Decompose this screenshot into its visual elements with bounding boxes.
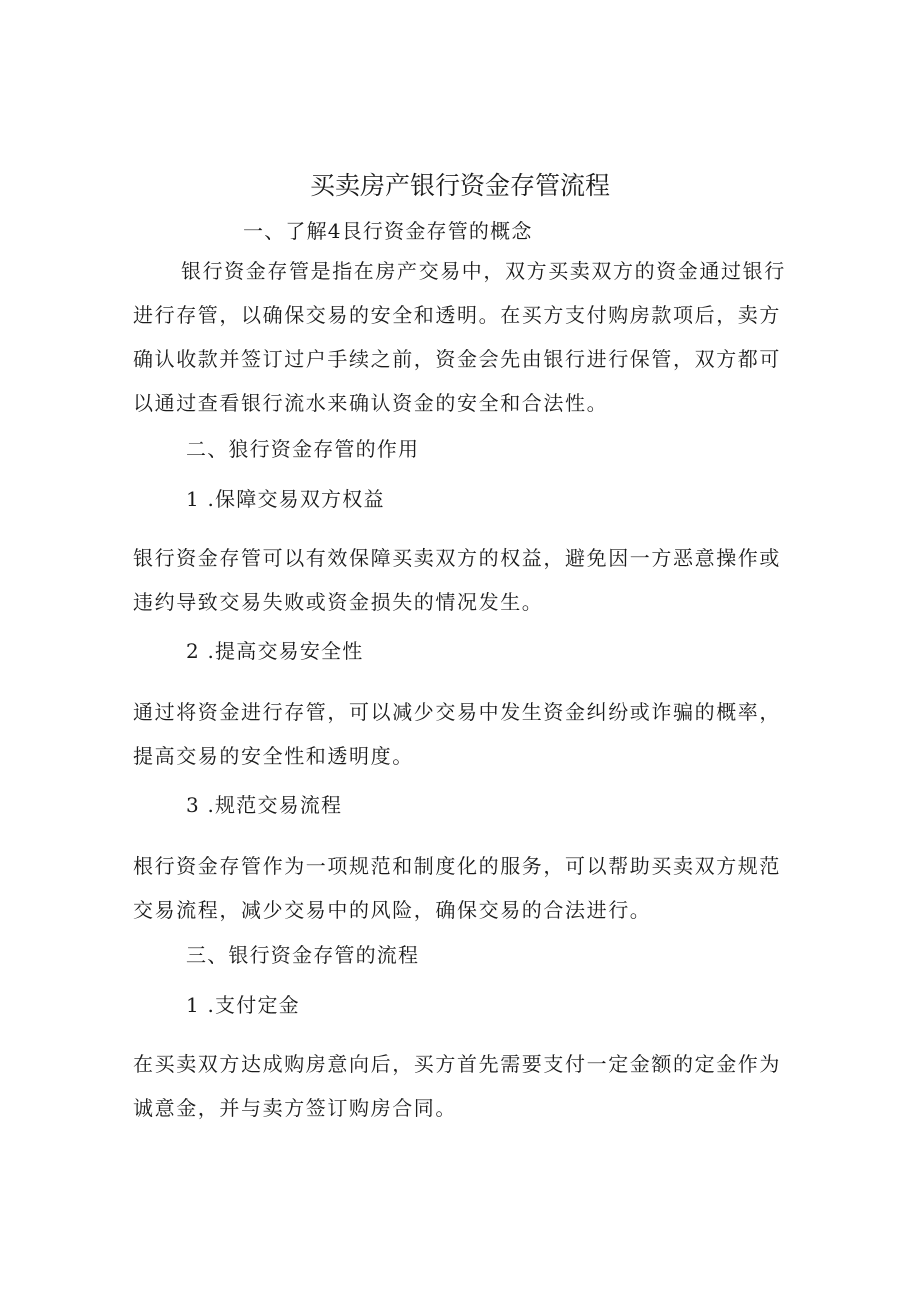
item-3-heading: 3 .规范交易流程 — [186, 793, 343, 817]
item-1-heading: 1 .保障交易双方权益 — [186, 487, 385, 511]
item-2-paragraph: 通过将资金进行存管，可以减少交易中发生资金纠纷或诈骗的概率，提高交易的安全性和透明度。 — [133, 700, 781, 768]
step-1-heading: 1 .支付定金 — [186, 993, 300, 1017]
section-1-heading: 一、了解4艮行资金存管的概念 — [243, 219, 533, 243]
section-3-heading: 三、银行资金存管的流程 — [186, 943, 420, 967]
step-1-paragraph: 在买卖双方达成购房意向后，买方首先需要支付一定金额的定金作为诚意金，并与卖方签订购房合同。 — [133, 1052, 781, 1120]
item-2-heading: 2 .提高交易安全性 — [186, 639, 364, 663]
section-1-paragraph: 银行资金存管是指在房产交易中，双方买卖双方的资金通过银行进行存管，以确保交易的安全和透明。在买方支付购房款项后，卖方确认收款并签订过户手续之前，资金会先由银行进行保管，双方都可以通过查看银行流水来确认资金的安全和合法性。 — [133, 259, 786, 415]
item-1-paragraph: 银行资金存管可以有效保障买卖双方的权益，避免因一方恶意操作或违约导致交易失败或资金损失的情况发生。 — [133, 546, 781, 614]
document-title: 买卖房产银行资金存管流程 — [309, 171, 610, 200]
item-3-paragraph: 根行资金存管作为一项规范和制度化的服务，可以帮助买卖双方规范交易流程，减少交易中的风险，确保交易的合法进行。 — [133, 854, 781, 922]
section-2-heading: 二、狼行资金存管的作用 — [186, 437, 420, 461]
